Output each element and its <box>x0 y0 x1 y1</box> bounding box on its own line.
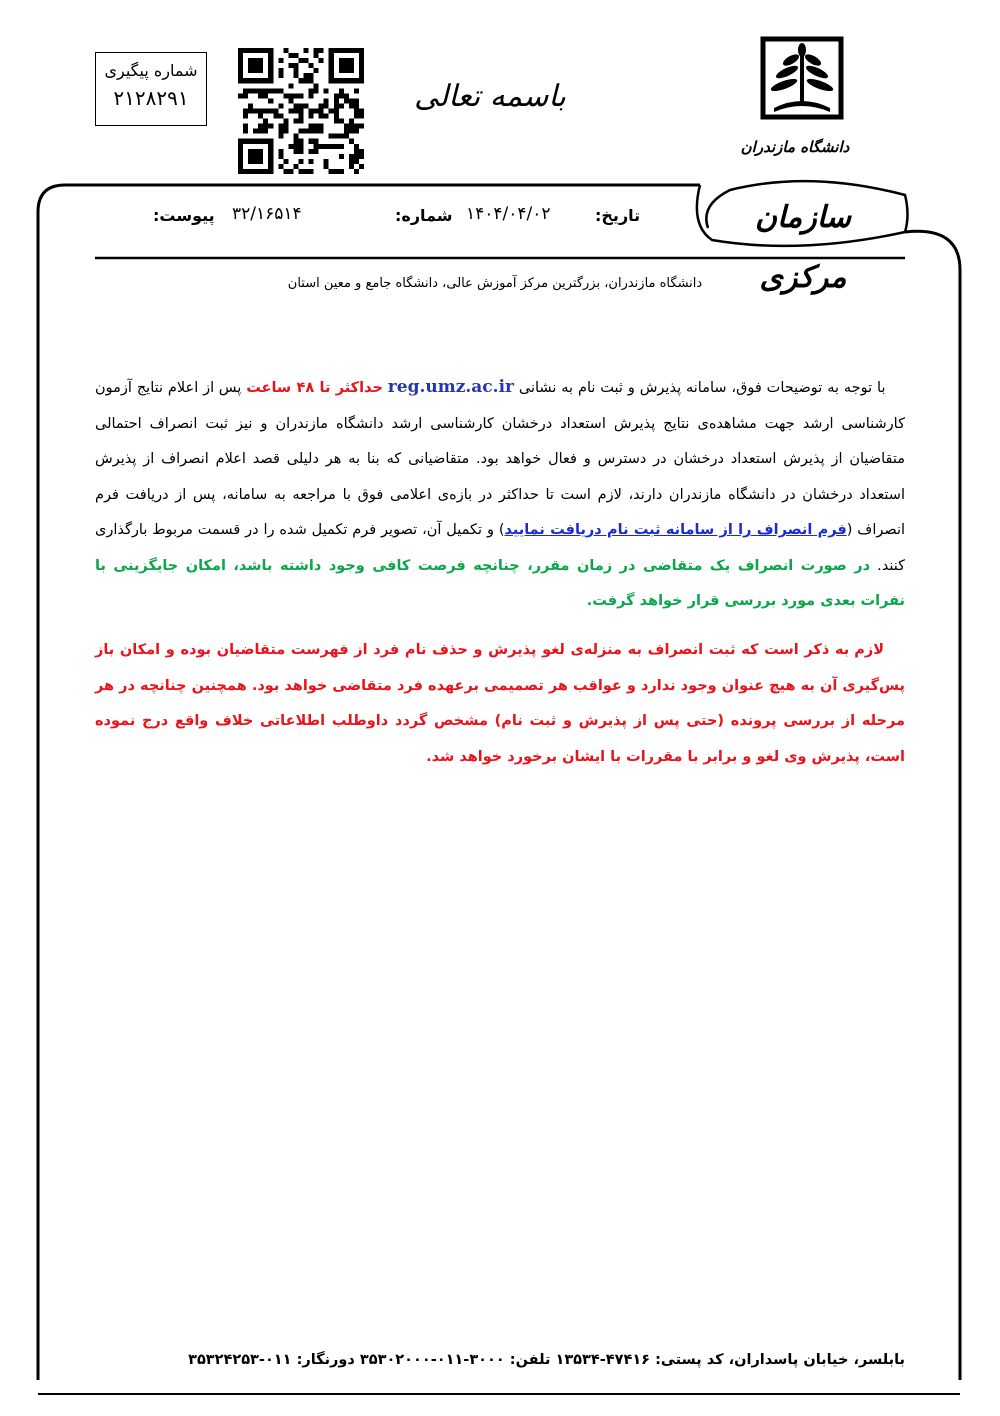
date-label: تاریخ: <box>595 206 641 225</box>
qr-code <box>238 48 364 174</box>
organization-title: سازمان مرکزی <box>754 200 851 295</box>
university-logo <box>760 36 844 120</box>
body-paragraph-2 <box>95 633 905 775</box>
university-motto: دانشگاه مازندران، بزرگترین مرکز آموزش عالی، دانشگاه جامع و معین استان <box>287 276 703 291</box>
attachment-label: پیوست: <box>153 206 215 225</box>
date-value: ۱۴۰۴/۰۴/۰۲ <box>466 204 551 224</box>
body-paragraph-1 <box>95 370 905 620</box>
number-label: شماره: <box>395 206 453 225</box>
p1-text-c: ) و تکمیل آن، تصویر فرم تکمیل شده را در قسمت مربوط بارگذاری کنند. <box>95 522 905 574</box>
p1-text-b: پس از اعلام نتایج آزمون کارشناسی ارشد جهت مشاهده‌ی نتایج پذیرش استعداد درخشان کارشناسی ارشد دانشگاه مازندران و نیز ثبت انصراف احتمالی متقاضیان از پذیرش استعداد درخشان در دسترس و فعال خواهد بود. متقاضیانی که بنا به هر دلیلی قصد اعلام انصراف از پذیرش استعداد درخشان در دانشگاه مازندران دارند، لازم است تا حداکثر در بازه‌ی اعلامی فوق با مراجعه به سامانه، پس از دریافت فرم انصراف ( <box>95 380 906 538</box>
registration-site-link[interactable]: reg.umz.ac.ir <box>387 377 514 397</box>
bismillah-heading: باسمه تعالی <box>414 79 566 114</box>
deadline-text: حداکثر تا ۴۸ ساعت <box>246 380 383 396</box>
p1-text-a: با توجه به توضیحات فوق، سامانه پذیرش و ثبت نام به نشانی <box>518 380 886 396</box>
tracking-number: ۲۱۲۸۲۹۱ <box>113 86 189 110</box>
tracking-number-box <box>95 52 207 126</box>
university-name: دانشگاه مازندران <box>740 138 850 156</box>
replacement-notice: در صورت انصراف یک متقاضی در زمان مقرر، چنانچه فرصت کافی وجود داشته باشد، امکان جایگزینی با نفرات بعدی مورد بررسی قرار خواهد گرفت. <box>95 557 905 609</box>
tracking-label: شماره پیگیری <box>104 61 198 80</box>
warning-notice: لازم به ذکر است که ثبت انصراف به منزله‌ی لغو پذیرش و حذف نام فرد از فهرست متقاضیان بوده و امکان باز پس‌گیری آن به هیچ عنوان وجود ندارد و عواقب هر تصمیمی برعهده فرد متقاضی خواهد بود. همچنین چنانچه در هر مرحله از بررسی پرونده (حتی پس از پذیرش و ثبت نام) مشخص گردد داوطلب اطلاعاتی خلاف واقع درج نموده است، پذیرش وی لغو و برابر با مقررات با ایشان برخورد خواهد شد. <box>95 642 905 765</box>
footer-address: بابلسر، خیابان پاسداران، کد پستی: ۴۷۴۱۶-۱۳۵۳۴ تلفن: ۳۰۰۰-۰۱۱-۳۵۳۰۲۰۰۰ دورنگار: ۰۱۱-۳۵۳۲۴۲۵۳ <box>188 1352 905 1368</box>
footer-divider <box>38 1393 960 1395</box>
number-value: ۳۲/۱۶۵۱۴ <box>232 204 302 224</box>
withdrawal-form-link[interactable]: فرم انصراف را از سامانه ثبت نام دریافت نمایید <box>504 522 847 538</box>
